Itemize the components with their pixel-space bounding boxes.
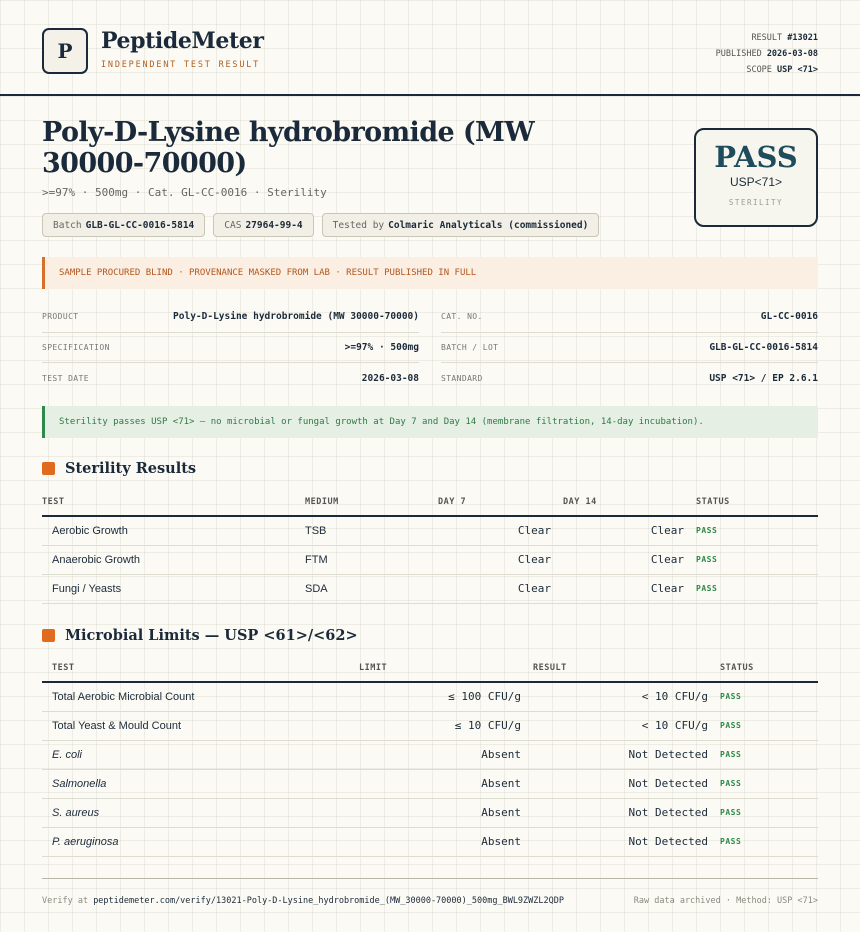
report-meta [716, 30, 818, 78]
sterility-heading: Sterility Results [42, 460, 196, 477]
batch-chip: Batch GLB-GL-CC-0016-5814 [42, 213, 205, 237]
cas-chip: CAS 27964-99-4 [213, 213, 313, 237]
status-badge: PASS [720, 682, 818, 711]
info-left [42, 302, 419, 394]
status-badge: PASS [720, 711, 818, 740]
archive-note: Raw data archived · Method: USP <71> [633, 895, 818, 906]
tested-by-chip: Tested by Colmaric Analyticals (commissioned) [322, 213, 600, 237]
pass-stamp [694, 128, 818, 227]
table-row: P. aeruginosa Absent Not Detected PASS [42, 827, 818, 856]
info-row: PRODUCT Poly-D-Lysine hydrobromide (MW 30000-70000) [42, 302, 419, 333]
table-row: Total Aerobic Microbial Count ≤ 100 CFU/g < 10 CFU/g PASS [42, 682, 818, 711]
info-row: SPECIFICATION >=97% · 500mg [42, 333, 419, 364]
published-date: PUBLISHED 2026-03-08 [715, 49, 818, 59]
status-badge: PASS [696, 545, 818, 574]
table-header-row: TEST LIMIT RESULT STATUS [42, 655, 818, 682]
product-title: Poly-D-Lysine hydrobromide (MW 30000-70000) [42, 117, 535, 179]
scope: SCOPE USP <71> [746, 65, 818, 75]
status-badge: PASS [720, 798, 818, 827]
info-row: CAT. NO. GL-CC-0016 [441, 302, 818, 333]
result-id: RESULT #13021 [751, 33, 818, 43]
table-row: Fungi / Yeasts SDA Clear Clear PASS [42, 574, 818, 603]
table-row: S. aureus Absent Not Detected PASS [42, 798, 818, 827]
info-row: BATCH / LOT GLB-GL-CC-0016-5814 [441, 333, 818, 364]
section-marker-icon [42, 462, 55, 475]
page-footer [42, 878, 818, 922]
info-right [441, 302, 818, 394]
microbial-heading: Microbial Limits — USP <61>/<62> [42, 627, 358, 644]
table-row: Aerobic Growth TSB Clear Clear PASS [42, 516, 818, 545]
info-row: STANDARD USP <71> / EP 2.6.1 [441, 372, 818, 384]
stamp-category: STERILITY [728, 198, 784, 207]
page-header [0, 0, 860, 96]
product-subtitle: >=97% · 500mg · Cat. GL-CC-0016 · Sterility [42, 186, 327, 199]
blind-notice: SAMPLE PROCURED BLIND · PROVENANCE MASKED FROM LAB · RESULT PUBLISHED IN FULL [42, 257, 818, 289]
stamp-standard: USP<71> [729, 175, 783, 189]
status-badge: PASS [720, 740, 818, 769]
table-row: Anaerobic Growth FTM Clear Clear PASS [42, 545, 818, 574]
table-row: Total Yeast & Mould Count ≤ 10 CFU/g < 10 CFU/g PASS [42, 711, 818, 740]
brand-name: PeptideMeter [101, 28, 264, 54]
verify-link[interactable]: peptidemeter.com/verify/13021-Poly-D-Lysine_hydrobromide_(MW_30000-70000)_500mg_BWL9ZWZL2QDP [93, 895, 564, 906]
section-marker-icon [42, 629, 55, 642]
table-header-row: TEST MEDIUM DAY 7 DAY 14 STATUS [42, 489, 818, 516]
sterility-table [42, 489, 818, 604]
info-row: TEST DATE 2026-03-08 [42, 372, 419, 384]
table-row: E. coli Absent Not Detected PASS [42, 740, 818, 769]
microbial-table [42, 655, 818, 857]
verify-line: Verify at peptidemeter.com/verify/13021-Poly-D-Lysine_hydrobromide_(MW_30000-70000)_500mg_BWL9ZWZL2QDP [42, 895, 564, 906]
status-badge: PASS [696, 574, 818, 603]
logo: P [42, 28, 88, 74]
result-summary: Sterility passes USP <71> — no microbial or fungal growth at Day 7 and Day 14 (membrane filtration, 14-day incubation). [42, 406, 818, 438]
status-badge: PASS [720, 769, 818, 798]
brand-tagline: INDEPENDENT TEST RESULT [101, 60, 261, 70]
table-row: Salmonella Absent Not Detected PASS [42, 769, 818, 798]
status-badge: PASS [696, 516, 818, 545]
status-badge: PASS [720, 827, 818, 856]
product-chips [42, 213, 599, 237]
stamp-result: PASS [714, 140, 798, 174]
